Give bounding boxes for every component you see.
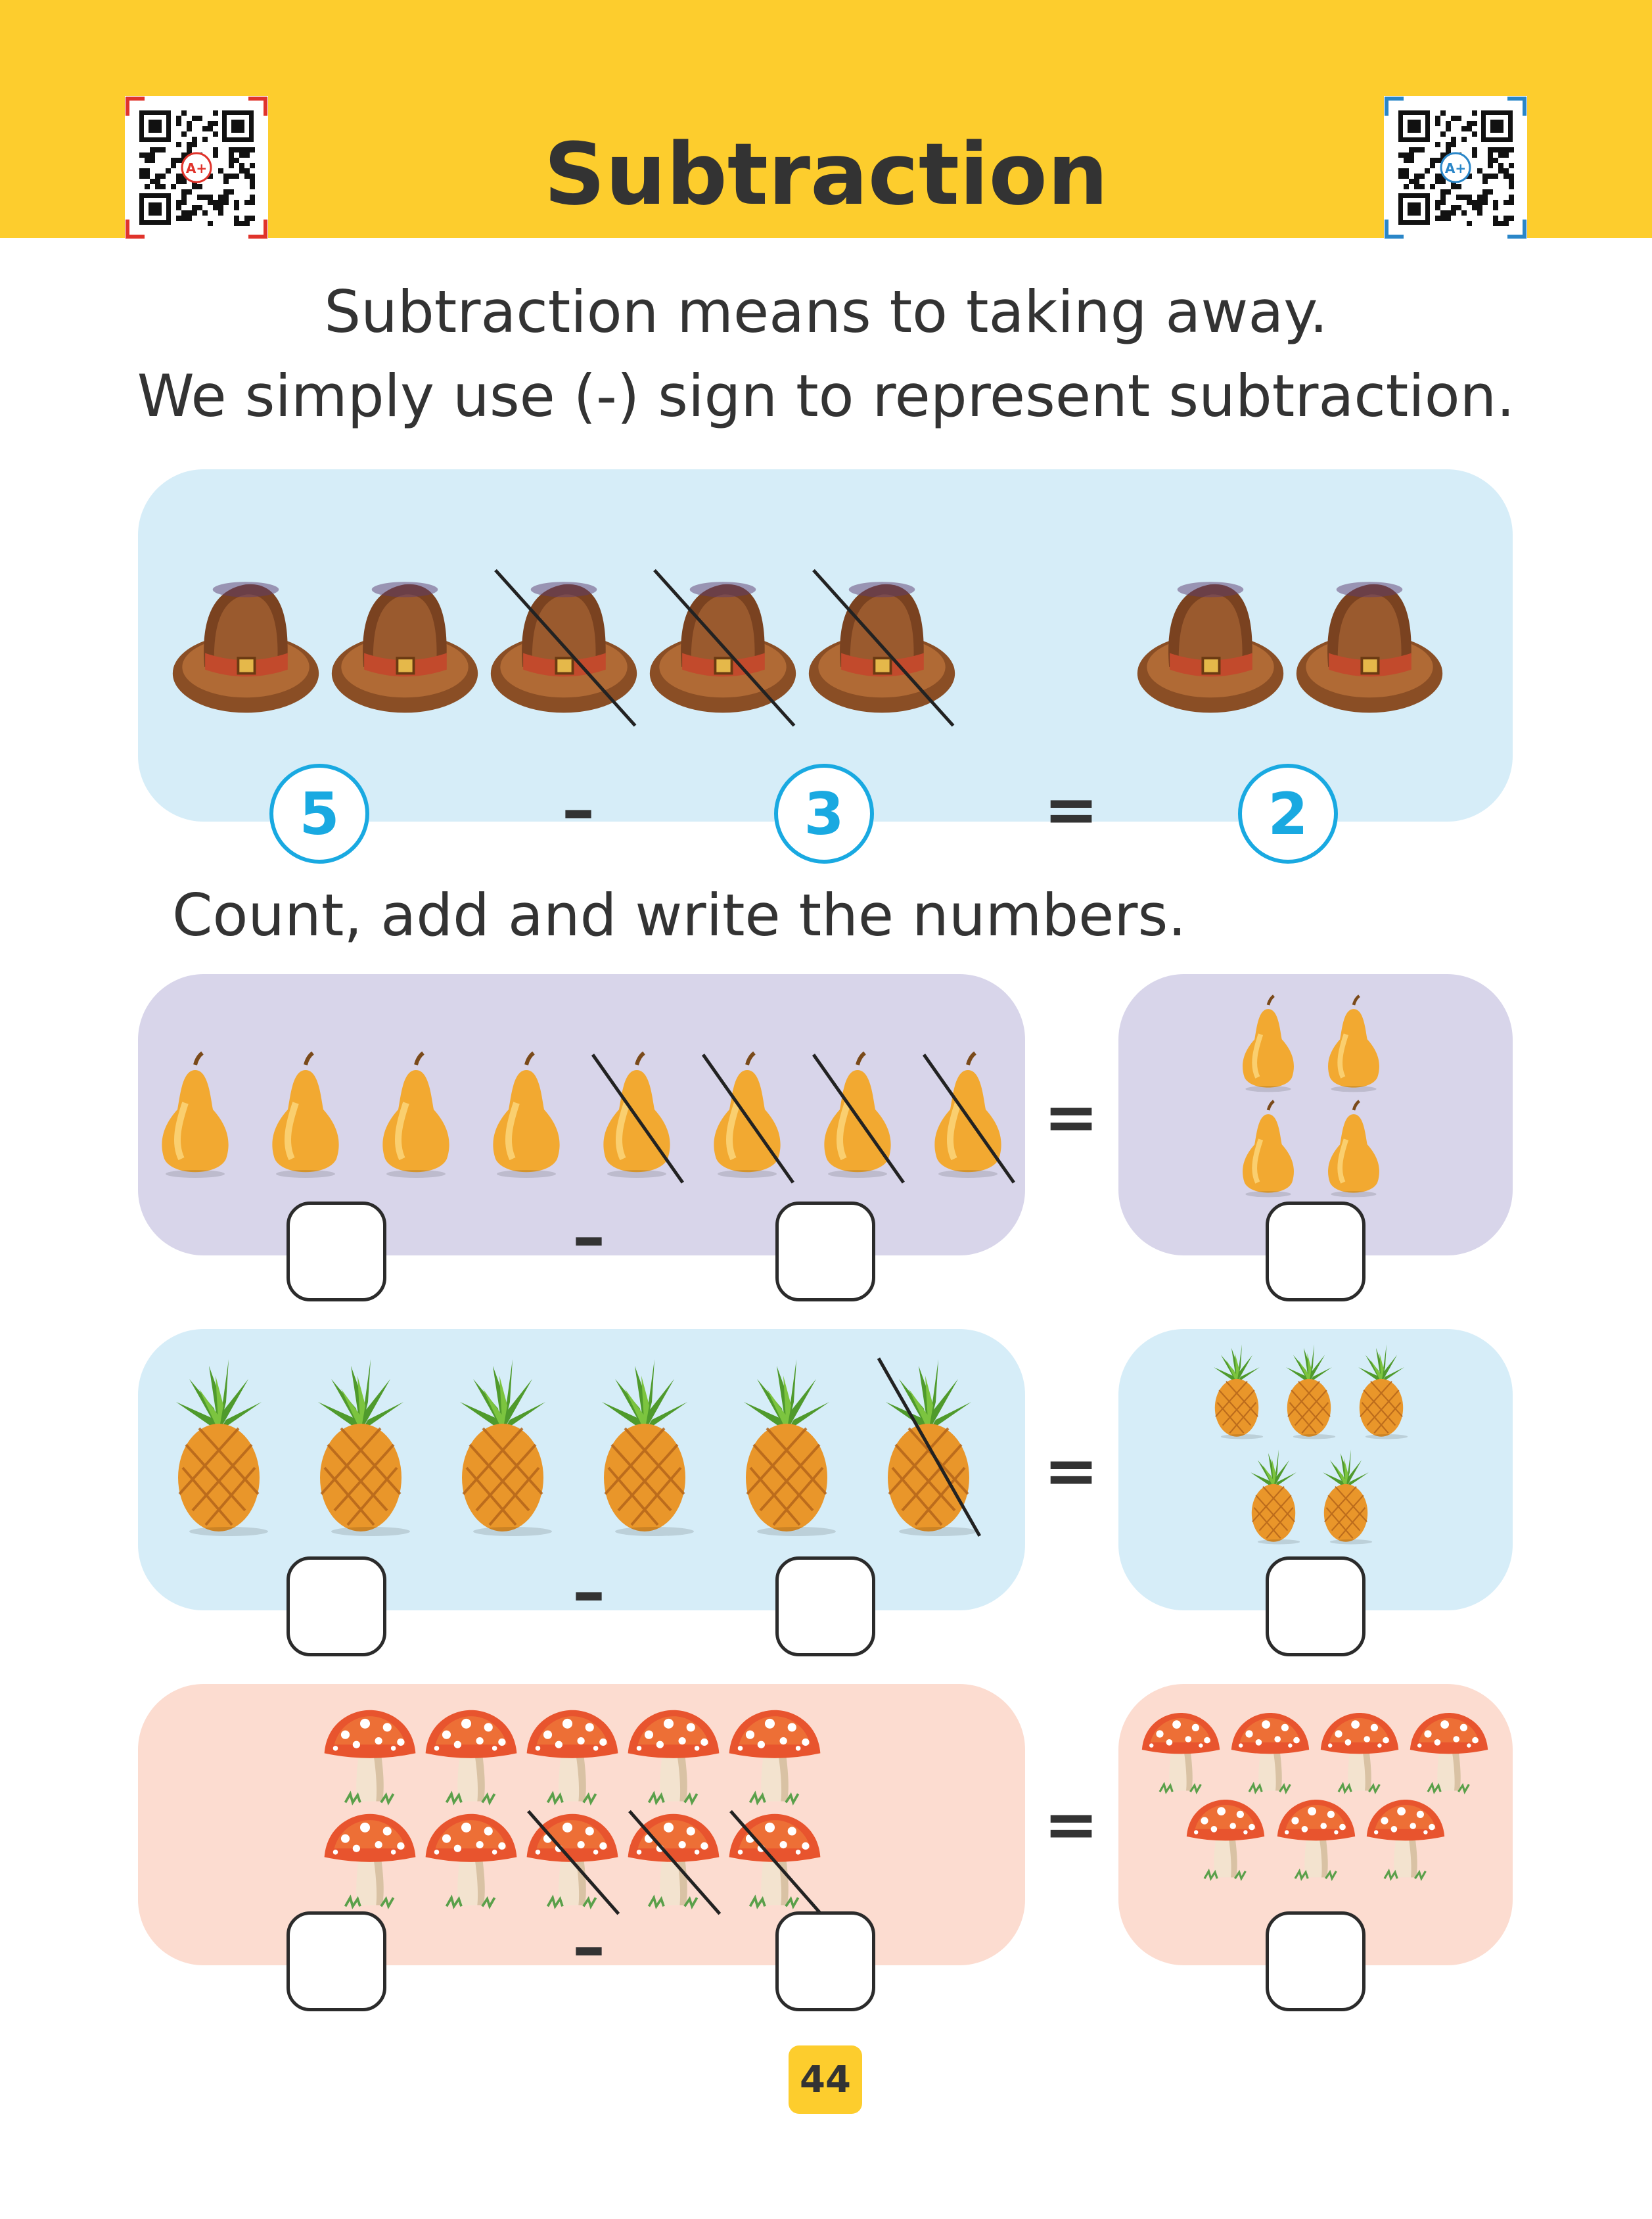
- pineapple-item: [305, 1353, 417, 1537]
- mushroom-item: [321, 1808, 419, 1913]
- pineapple-item: [589, 1353, 700, 1537]
- mushroom-item: [422, 1704, 520, 1809]
- hat-item: [329, 565, 481, 724]
- exercise-2-minus-sign: –: [572, 1553, 605, 1630]
- pear-item-remaining: [1230, 1099, 1306, 1200]
- page-number: 44: [789, 2045, 862, 2114]
- mushroom-item-remaining: [1363, 1794, 1448, 1884]
- mushroom-item-remaining: [1317, 1708, 1402, 1797]
- pineapple-item-remaining: [1242, 1446, 1305, 1545]
- pineapple-item: [731, 1353, 842, 1537]
- hat-item-remaining: [1293, 565, 1446, 724]
- example-minus-sign: –: [562, 771, 595, 848]
- exercise-1-crossed-box[interactable]: [775, 1202, 875, 1301]
- exercise-3-total-box[interactable]: [287, 1911, 386, 2011]
- pineapple-item: [447, 1353, 559, 1537]
- pineapple-item-remaining: [1277, 1341, 1341, 1439]
- mushroom-item-remaining: [1273, 1794, 1359, 1884]
- example-number-crossed: 3: [774, 764, 874, 864]
- exercise-1-minus-sign: –: [572, 1198, 605, 1275]
- mushroom-item-remaining: [1406, 1708, 1492, 1797]
- svg-text:A+: A+: [1444, 160, 1467, 176]
- pineapple-item-remaining: [1314, 1446, 1377, 1545]
- mushroom-item: [321, 1704, 419, 1809]
- mushroom-item-remaining: [1183, 1794, 1268, 1884]
- mushroom-item-remaining: [1138, 1708, 1224, 1797]
- pear-item: [256, 1050, 355, 1182]
- pear-item: [477, 1050, 576, 1182]
- svg-text:A+: A+: [185, 160, 208, 176]
- mushroom-item: [523, 1704, 622, 1809]
- exercise-2-result-box[interactable]: [1266, 1556, 1365, 1656]
- pineapple-item-remaining: [1350, 1341, 1413, 1439]
- hat-item: [170, 565, 322, 724]
- exercise-3-minus-sign: –: [572, 1908, 605, 1985]
- pear-item-remaining: [1316, 1099, 1392, 1200]
- intro-line-2: We simply use (-) sign to represent subtraction.: [137, 362, 1515, 430]
- exercise-2-total-box[interactable]: [287, 1556, 386, 1656]
- pear-item-remaining: [1230, 994, 1306, 1095]
- intro-line-1: Subtraction means to taking away.: [324, 278, 1328, 346]
- example-equals-sign: =: [1044, 771, 1099, 848]
- exercise-1-result-box[interactable]: [1266, 1202, 1365, 1301]
- example-number-total: 5: [269, 764, 369, 864]
- pineapple-item: [163, 1353, 275, 1537]
- instruction-text: Count, add and write the numbers.: [172, 881, 1187, 949]
- pineapple-item-remaining: [1205, 1341, 1268, 1439]
- mushroom-item: [624, 1704, 723, 1809]
- hat-item-remaining: [1134, 565, 1287, 724]
- exercise-2-equals-sign: =: [1044, 1432, 1099, 1509]
- mushroom-item: [725, 1704, 824, 1809]
- page-title: Subtraction: [543, 124, 1109, 224]
- exercise-3-equals-sign: =: [1044, 1786, 1099, 1863]
- pear-item-remaining: [1316, 994, 1392, 1095]
- mushroom-item-remaining: [1228, 1708, 1313, 1797]
- exercise-1-equals-sign: =: [1044, 1079, 1099, 1156]
- example-number-result: 2: [1238, 764, 1338, 864]
- exercise-3-crossed-box[interactable]: [775, 1911, 875, 2011]
- exercise-2-crossed-box[interactable]: [775, 1556, 875, 1656]
- mushroom-item: [422, 1808, 520, 1913]
- pear-item: [367, 1050, 465, 1182]
- exercise-3-result-box[interactable]: [1266, 1911, 1365, 2011]
- pear-item: [146, 1050, 244, 1182]
- exercise-1-total-box[interactable]: [287, 1202, 386, 1301]
